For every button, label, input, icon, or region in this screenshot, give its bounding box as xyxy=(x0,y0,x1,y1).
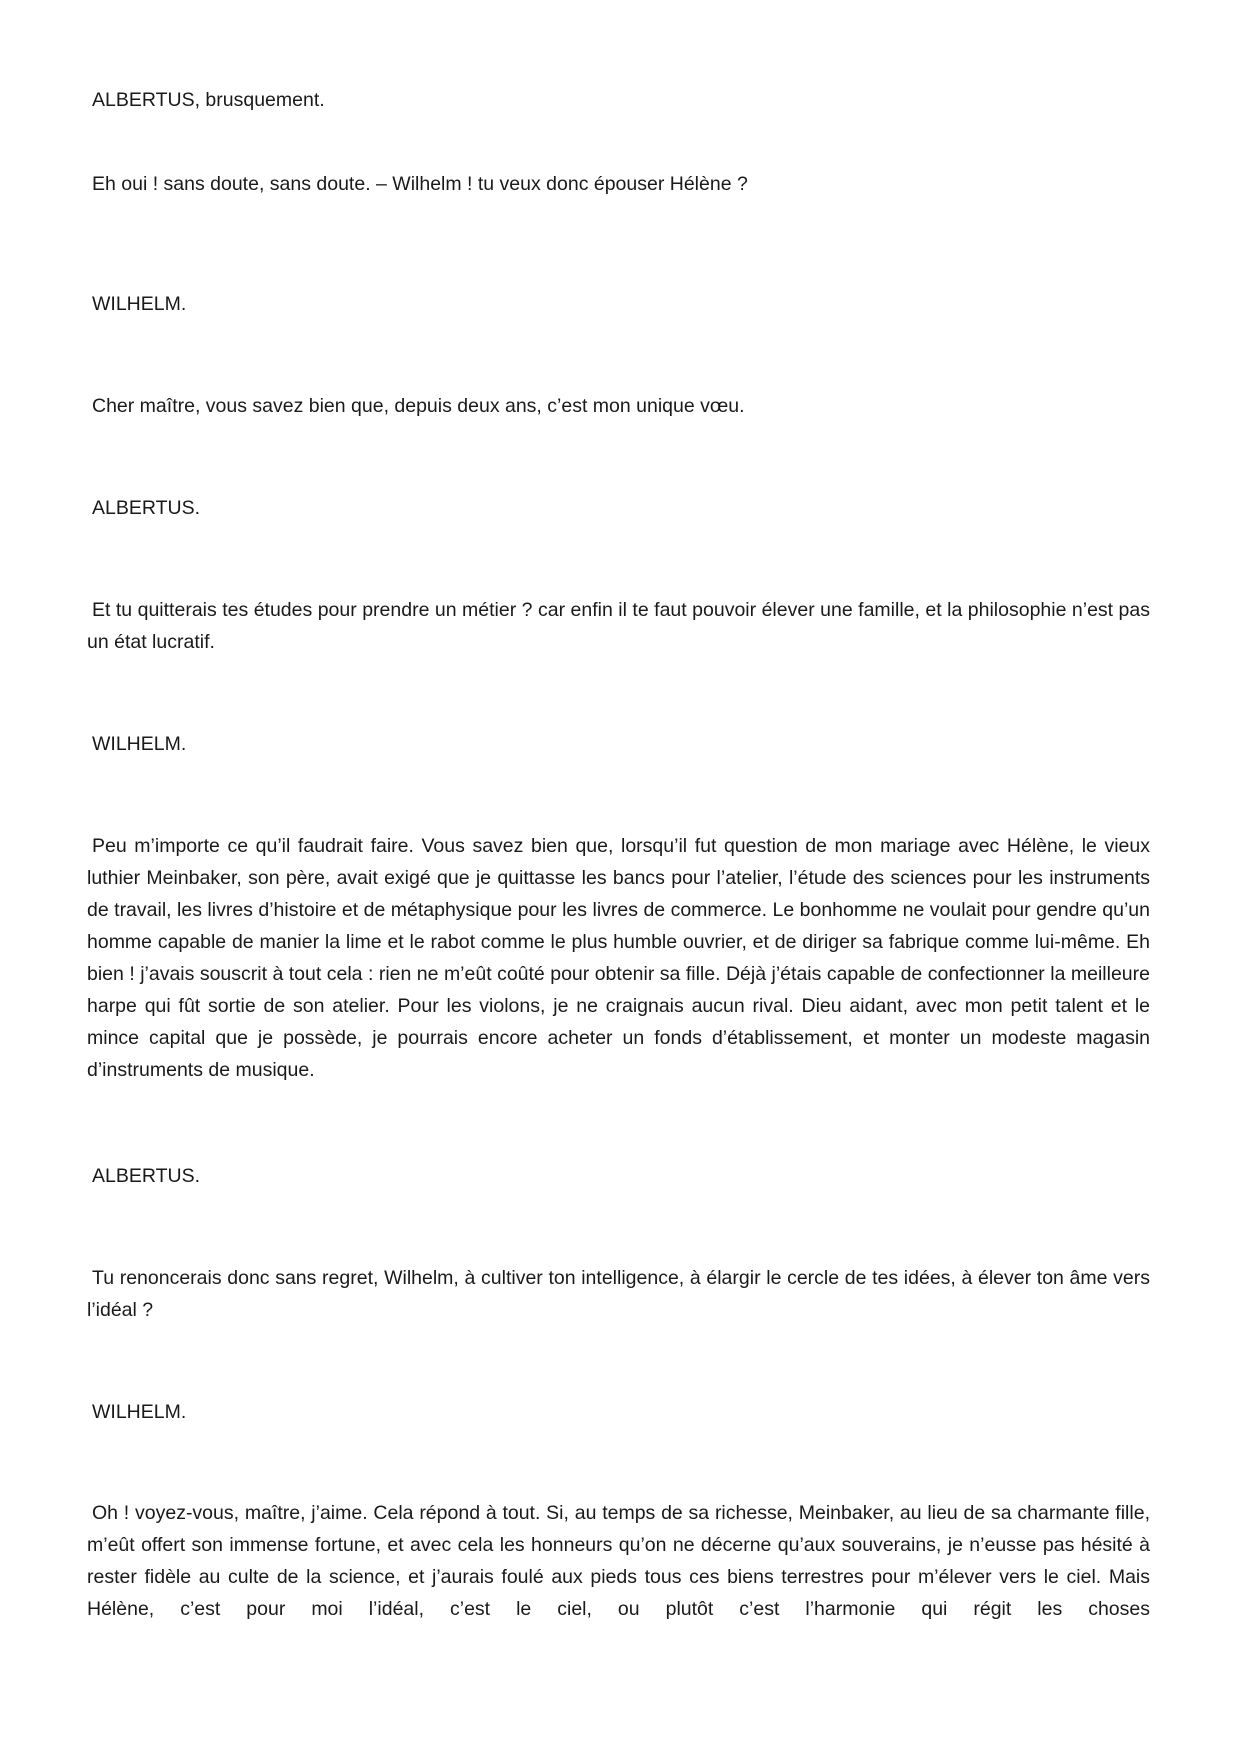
speaker-label: ALBERTUS, brusquement. xyxy=(92,89,325,111)
speech-paragraph: Cher maître, vous savez bien que, depuis deux ans, c’est mon unique vœu. xyxy=(92,395,745,417)
speaker-label: ALBERTUS. xyxy=(92,497,201,519)
speaker-label: WILHELM. xyxy=(92,293,187,315)
speech-paragraph: Tu renoncerais donc sans regret, Wilhelm, à cultiver ton intelligence, à élargir le cercle de tes idées, à élever ton âme vers l’idéal ? xyxy=(87,1267,1150,1321)
speech-paragraph: Et tu quitterais tes études pour prendre un métier ? car enfin il te faut pouvoir élever une famille, et la philosophie n’est pas un état lucratif. xyxy=(87,599,1150,653)
speech-paragraph: Eh oui ! sans doute, sans doute. – Wilhelm ! tu veux donc épouser Hélène ? xyxy=(92,173,748,195)
speech-paragraph: Peu m’importe ce qu’il faudrait faire. Vous savez bien que, lorsqu’il fut question de mon mariage avec Hélène, le vieux luthier Meinbaker, son père, avait exigé que je quittasse les bancs pour l’atelier, l’étude des sciences pour les instruments de travail, les livres d’histoire et de métaphysique pour les livres de commerce. Le bonhomme ne voulait pour gendre qu’un homme capable de manier la lime et le rabot comme le plus humble ouvrier, et de diriger sa fabrique comme lui-même. Eh bien ! j’avais souscrit à tout cela : rien ne m’eût coûté pour obtenir sa fille. Déjà j’étais capable de confectionner la meilleure harpe qui fût sortie de son atelier. Pour les violons, je ne craignais aucun rival. Dieu aidant, avec mon petit talent et le mince capital que je possède, je pourrais encore acheter un fonds d’établissement, et monter un modeste magasin d’instruments de musique. xyxy=(87,835,1150,1081)
speech-paragraph: Oh ! voyez-vous, maître, j’aime. Cela répond à tout. Si, au temps de sa richesse, Meinbaker, au lieu de sa charmante fille, m’eût offert son immense fortune, et avec cela les honneurs qu’on ne décerne qu’aux souverains, je n’eusse pas hésité à rester fidèle au culte de la science, et j’aurais foulé aux pieds tous ces biens terrestres pour m’élever vers le ciel. Mais Hélène, c’est pour moi l’idéal, c’est le ciel, ou plutôt c’est l’harmonie qui régit les choses xyxy=(87,1502,1150,1620)
speaker-label: WILHELM. xyxy=(92,1401,187,1423)
speaker-label: ALBERTUS. xyxy=(92,1165,201,1187)
speaker-label: WILHELM. xyxy=(92,733,187,755)
